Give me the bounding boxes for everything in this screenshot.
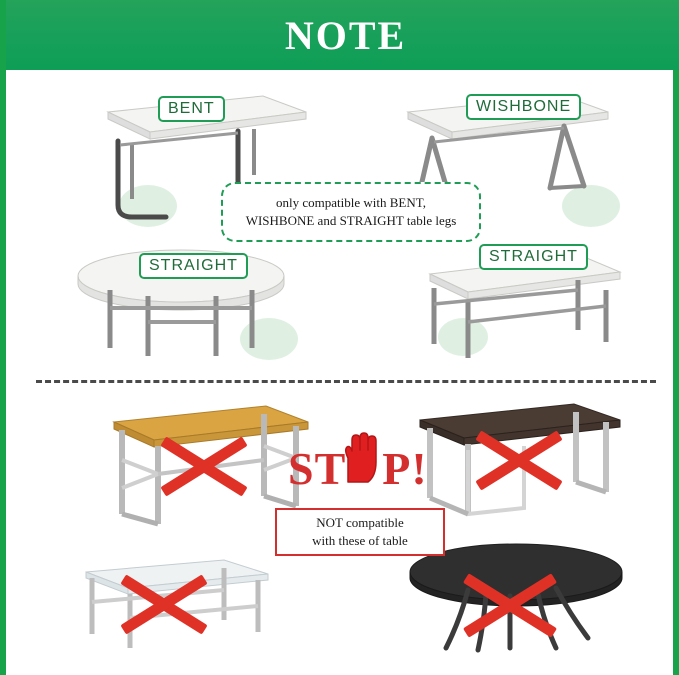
section-divider — [36, 380, 656, 383]
page-header — [6, 0, 679, 70]
label-wishbone: WISHBONE — [466, 94, 581, 120]
table-legs — [406, 278, 636, 368]
stop-graphic — [288, 440, 438, 500]
label-straight-rect: STRAIGHT — [479, 244, 588, 270]
stop-text: ST P! — [288, 443, 428, 494]
label-straight-round: STRAIGHT — [139, 253, 248, 279]
page-title: NOTE — [284, 12, 407, 58]
table-legs — [76, 282, 296, 372]
compatible-callout-text: only compatible with BENT, WISHBONE and STRAIGHT table legs — [245, 195, 457, 228]
compatible-callout — [221, 182, 481, 242]
label-bent: BENT — [158, 96, 225, 122]
table-illustration — [68, 550, 288, 660]
table-illustration — [406, 540, 636, 660]
stop-hand-icon — [340, 432, 380, 484]
incompatible-callout — [275, 508, 445, 556]
incompatible-callout-text: NOT compatible with these of table — [312, 515, 408, 548]
